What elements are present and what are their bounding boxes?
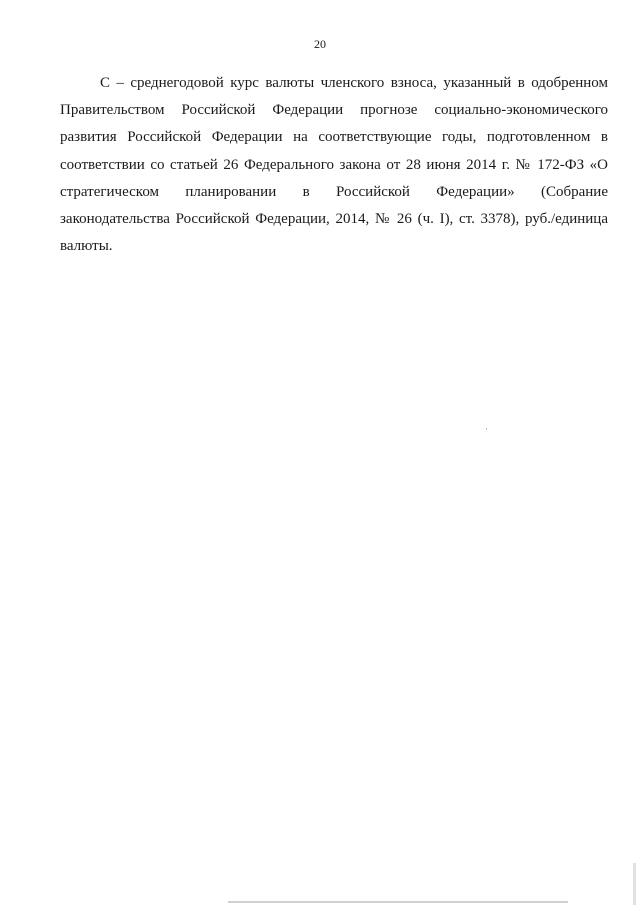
page-number: 20: [314, 37, 326, 51]
scan-corner-edge: [633, 863, 636, 905]
scan-bottom-edge: [228, 901, 568, 903]
scan-speck: [486, 428, 487, 430]
paragraph-definition: С – среднегодовой курс валюты членского взноса, указанный в одобренном Правительством Российской Федерации прогнозе социально-экономического развития Российской Федерации на соответствующие годы, подготовленном в соответствии со статьей 26 Федерального закона от 28 июня 2014 г. № 172-ФЗ «О стратегическом планировании в Российской Федерации» (Собрание законодательства Российской Федерации, 2014, № 26 (ч. I), ст. 3378), руб./единица валюты.: [60, 75, 608, 255]
